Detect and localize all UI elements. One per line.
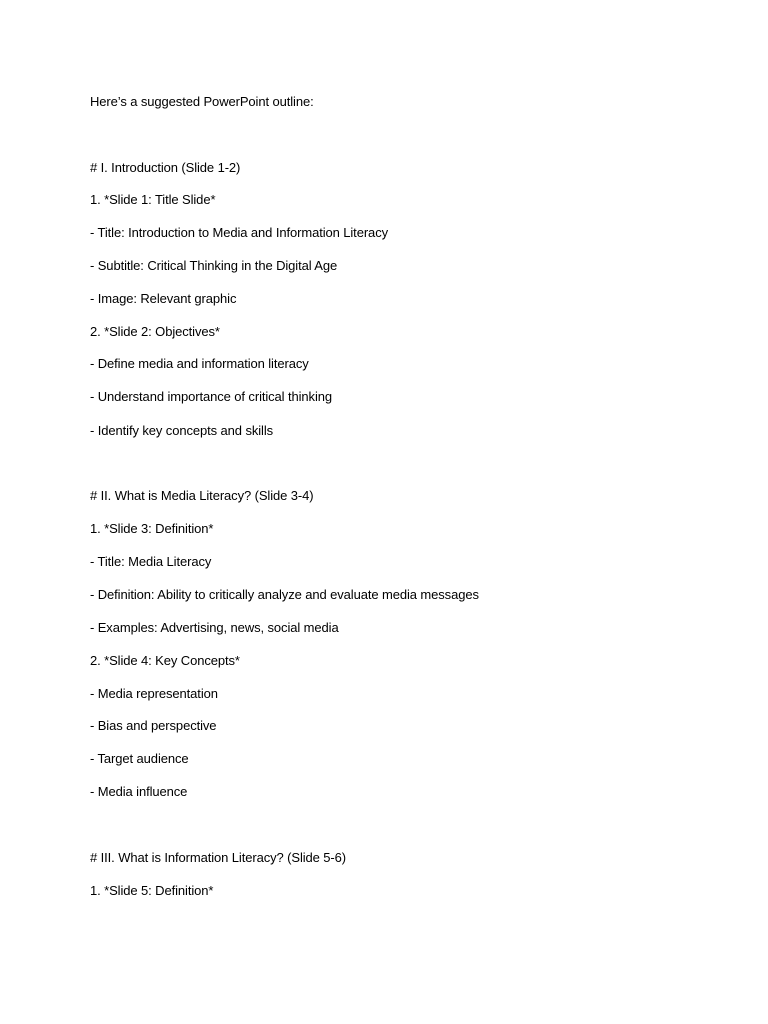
slide-item: 2. *Slide 4: Key Concepts* [90,653,240,668]
bullet-item: - Media influence [90,784,188,799]
bullet-item: - Title: Introduction to Media and Information Literacy [90,225,388,240]
bullet-item: - Subtitle: Critical Thinking in the Digital Age [90,258,338,273]
bullet-item: - Target audience [90,751,189,766]
section-heading: # I. Introduction (Slide 1-2) [90,160,241,175]
bullet-item: - Define media and information literacy [90,356,309,371]
bullet-item: - Definition: Ability to critically analyze and evaluate media messages [90,587,479,602]
bullet-item: - Image: Relevant graphic [90,291,237,306]
section-heading: # II. What is Media Literacy? (Slide 3-4) [90,488,314,503]
section-heading: # III. What is Information Literacy? (Slide 5-6) [90,850,347,865]
bullet-item: - Title: Media Literacy [90,554,212,569]
bullet-item: - Understand importance of critical thinking [90,389,332,404]
bullet-item: - Examples: Advertising, news, social media [90,620,339,635]
intro-text: Here’s a suggested PowerPoint outline: [90,94,314,109]
slide-item: 2. *Slide 2: Objectives* [90,324,220,339]
slide-item: 1. *Slide 3: Definition* [90,521,214,536]
slide-item: 1. *Slide 1: Title Slide* [90,192,216,207]
bullet-item: - Media representation [90,686,218,701]
bullet-item: - Bias and perspective [90,718,217,733]
bullet-item: - Identify key concepts and skills [90,423,274,438]
slide-item: 1. *Slide 5: Definition* [90,883,214,898]
